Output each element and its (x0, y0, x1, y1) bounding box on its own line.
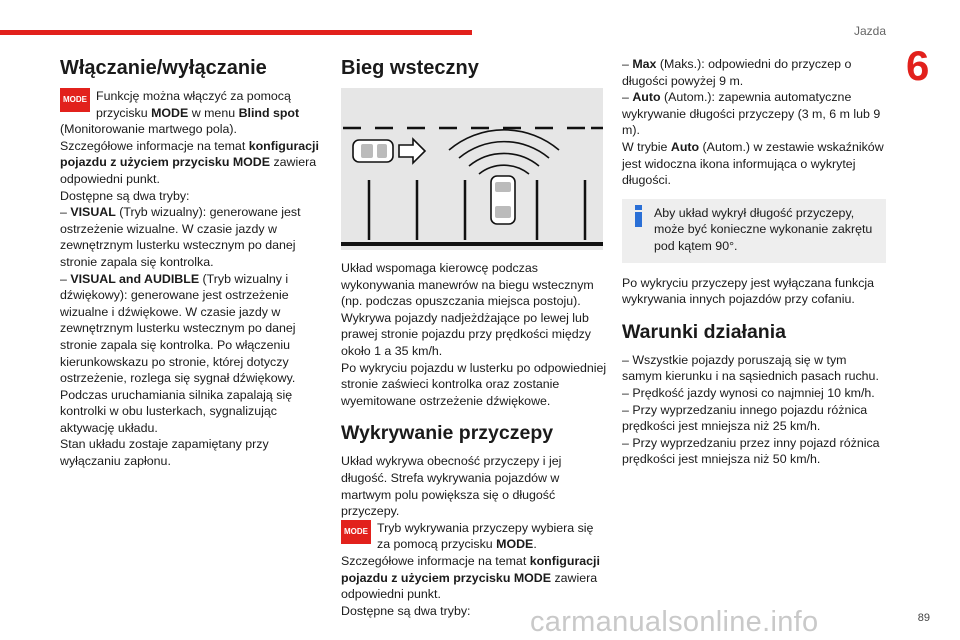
list-item: – Max (Maks.): odpowiedni do przyczep o długości powyżej 9 m. (622, 57, 852, 88)
paragraph: (Monitorowanie martwego pola). (60, 122, 237, 137)
paragraph: Dostępne są dwa tryby: (60, 188, 190, 203)
page-number: 89 (917, 612, 930, 624)
mode-note (60, 88, 322, 121)
info-box (622, 199, 886, 263)
info-text: Aby układ wykrył długość przyczepy, może być konieczne wykonanie zakrętu pod kątem 90°. (654, 205, 873, 253)
paragraph: Po wykryciu przyczepy jest wyłączana funkcja wykrywania innych pojazdów przy cofaniu. (622, 275, 875, 307)
mode-badge-icon: MODE (60, 88, 90, 112)
mode-note-text: Tryb wykrywania przyczepy wybiera się za pomocą przycisku MODE. (377, 520, 594, 552)
heading-bieg-wsteczny: Bieg wsteczny (341, 57, 479, 79)
heading-warunki-dzialania: Warunki działania (622, 320, 786, 343)
list-item: – Auto (Autom.): zapewnia automatyczne wykrywanie długości przyczepy (3 m, 6 m lub 9 m). (622, 90, 881, 138)
column-3 (622, 56, 886, 468)
paragraph: Wykrywa pojazdy nadjeżdżające po lewej lub prawej stronie pojazdu przy prędkości między około 1 a 35 km/h. (341, 310, 591, 358)
reversing-illustration (341, 88, 603, 250)
list-item: – Przy wyprzedzaniu przez inny pojazd różnica prędkości jest mniejsza niż 50 km/h. (622, 435, 880, 467)
heading-wykrywanie-przyczepy: Wykrywanie przyczepy (341, 422, 554, 445)
list-item: – Prędkość jazdy wynosi co najmniej 10 km/h. (622, 385, 875, 400)
list-item: – Przy wyprzedzaniu innego pojazdu różnica prędkości jest mniejsza niż 25 km/h. (622, 402, 868, 434)
paragraph: W trybie Auto (Autom.) w zestawie wskaźników jest widoczna ikona informująca o wykrytej długości. (622, 139, 884, 188)
mode-note-text: Funkcję można włączyć za pomocą przycisku MODE w menu Blind spot (96, 89, 300, 120)
section-name: Jazda (853, 24, 886, 38)
list-item: – Wszystkie pojazdy poruszają się w tym samym kierunku i na sąsiednich pasach ruchu. (622, 352, 879, 384)
column-2 (341, 56, 609, 619)
list-item: – VISUAL (Tryb wizualny): generowane jest ostrzeżenie wizualne. W czasie jazdy w zewnętrznym lusterku wstecznym po danej stronie zapala się kontrolka. (60, 205, 301, 269)
column-1 (60, 56, 322, 470)
paragraph: Po wykryciu pojazdu w lusterku po odpowiedniej stronie zaświeci kontrolka oraz zostanie wyemitowane ostrzeżenie dźwiękowe. (341, 360, 607, 408)
paragraph: Układ wspomaga kierowcę podczas wykonywania manewrów na biegu wstecznym (np. podczas opuszczania miejsca postoju). (341, 261, 594, 309)
paragraph: Podczas uruchamiania silnika zapalają się kontrolki w obu lusterkach, sygnalizując aktywację układu. (60, 387, 293, 435)
heading-wlaczanie: Włączanie/wyłączanie (60, 57, 267, 79)
paragraph: Układ wykrywa obecność przyczepy i jej długość. Strefa wykrywania pojazdów w martwym polu powiększa się o długość przyczepy. (341, 454, 562, 519)
mode-badge-icon: MODE (341, 520, 371, 544)
mode-note (341, 520, 609, 553)
info-icon (632, 205, 648, 255)
paragraph: Dostępne są dwa tryby: (341, 603, 471, 618)
list-item: – VISUAL and AUDIBLE (Tryb wizualny i dźwiękowy): generowane jest ostrzeżenie wizualne i dźwiękowe. W czasie jazdy w zewnętrznym lusterku wstecznym po danej stronie zapala się kontrolka. Po włączeniu kierunkowskazu po stronie, której dotyczy ostrzeżenie, rozlega się sygnał dźwiękowy. (60, 271, 296, 386)
car-icon (491, 176, 515, 224)
paragraph: Stan układu zostaje zapamiętany przy wyłączaniu zapłonu. (60, 437, 269, 469)
watermark: carmanualsonline.info (530, 606, 819, 638)
header-accent-bar (0, 30, 472, 35)
parking-diagram (341, 88, 603, 250)
paragraph: Szczegółowe informacje na temat konfiguracji pojazdu z użyciem przycisku MODE zawiera odpowiedni punkt. (60, 138, 319, 186)
paragraph: Szczegółowe informacje na temat konfiguracji pojazdu z użyciem przycisku MODE zawiera odpowiedni punkt. (341, 553, 600, 602)
chapter-number: 6 (906, 42, 930, 89)
car-icon (353, 140, 393, 162)
